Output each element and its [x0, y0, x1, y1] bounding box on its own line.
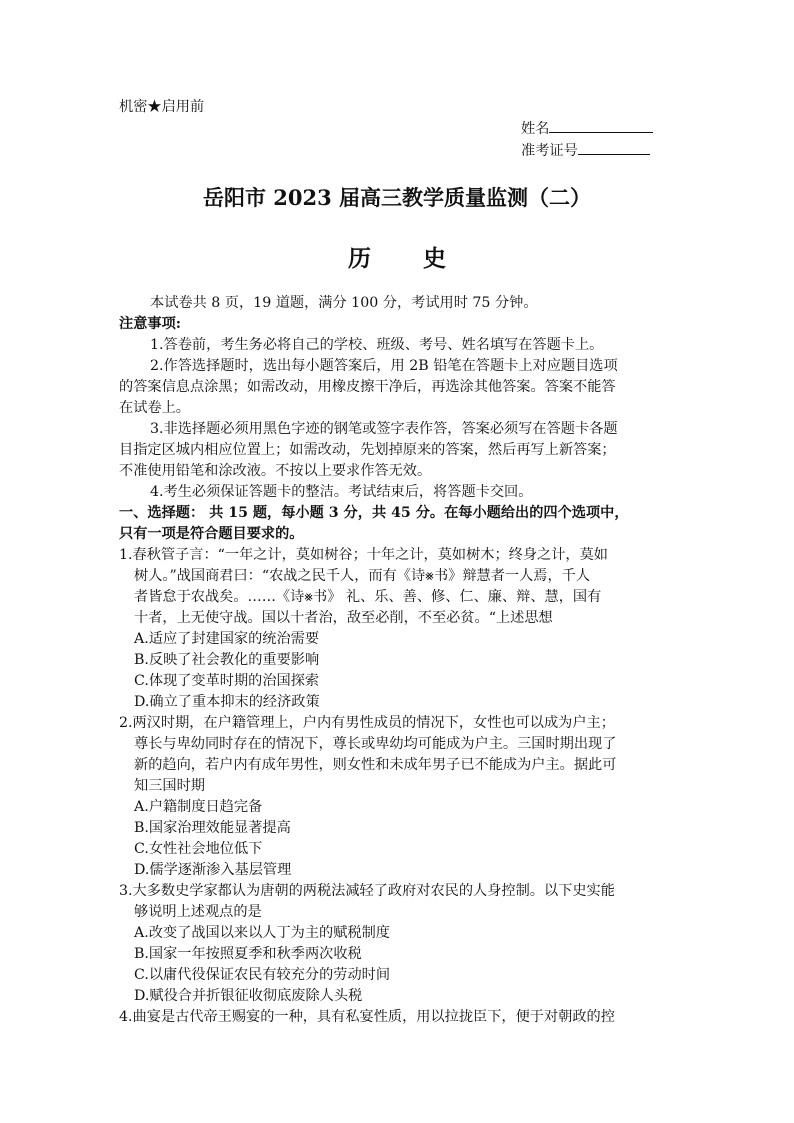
exam-number-label: 准考证号: [521, 143, 578, 159]
question-1-option-b: B.反映了社会教化的重要影响: [134, 652, 320, 668]
name-label: 姓名: [521, 121, 550, 137]
question-2-option-d: D.儒学逐渐渗入基层管理: [134, 862, 292, 878]
note-3: 3.非选择题必须用黑色字迹的钢笔或签字表作答，答案必须写在答题卡各题: [150, 421, 618, 437]
confidential-label: 机密★启用前: [119, 99, 205, 115]
note-2-cont: 在试卷上。: [119, 400, 190, 416]
question-1-option-a: A.适应了封建国家的统治需要: [134, 631, 320, 647]
question-2-stem: 2.两汉时期，在户籍管理上，户内有男性成员的情况下，女性也可以成为户主；: [119, 715, 615, 731]
question-1-option-d: D.确立了重本抑末的经济政策: [134, 694, 320, 710]
exam-number-blank: [578, 140, 650, 155]
question-3-stem: 3.大多数史学家都认为唐朝的两税法减轻了政府对农民的人身控制。以下史实能: [119, 883, 615, 899]
exam-number-field: [521, 140, 650, 160]
question-4-stem: 4.曲宴是古代帝王赐宴的一种，具有私宴性质，用以拉拢臣下，便于对朝政的控: [119, 1009, 615, 1025]
section-heading: 一、选择题： 共 15 题，每小题 3 分，共 45 分。在每小题给出的四个选项中，: [119, 505, 629, 521]
question-2-stem: 新的趋向，若户内有成年男性，则女性和未成年男子已不能成为户主。据此可: [134, 757, 617, 773]
question-1-option-c: C.体现了变革时期的治国探索: [134, 673, 320, 689]
question-1-stem: 树人。”战国商君曰：“农战之民千人，而有《诗⨳书》辩慧者一人焉，千人: [134, 568, 591, 584]
note-2: 2.作答选择题时，选出每小题答案后，用 2B 铅笔在答题卡上对应题目选项: [150, 358, 618, 374]
question-2-stem: 知三国时期: [134, 778, 205, 794]
subject-title: 历 史: [347, 245, 468, 272]
name-field: [521, 118, 653, 138]
name-blank: [549, 118, 653, 133]
question-1-stem: 者皆怠于农战矣。……《诗⨳书》 礼、乐、善、修、仁、廉、辩、慧，国有: [134, 589, 602, 605]
note-2-cont: 的答案信息点涂黑；如需改动，用橡皮擦干净后，再选涂其他答案。答案不能答: [119, 379, 616, 395]
section-heading-cont: 只有一项是符合题目要求的。: [119, 526, 304, 542]
document-title: 岳阳市 2023 届高三教学质量监测（二）: [202, 185, 592, 210]
question-3-option-a: A.改变了战国以来以人丁为主的赋税制度: [134, 925, 390, 941]
question-1-stem: 十者，上无使守战。国以十者治，敌至必削，不至必贫。“上述思想: [134, 610, 553, 626]
question-3-option-c: C.以庸代役保证农民有较充分的劳动时间: [134, 967, 391, 983]
notes-heading: 注意事项:: [119, 316, 181, 332]
note-1: 1.答卷前，考生务必将自己的学校、班级、考号、姓名填写在答题卡上。: [150, 337, 604, 353]
question-3-option-b: B.国家一年按照夏季和秋季两次收税: [134, 946, 362, 962]
question-2-option-c: C.女性社会地位低下: [134, 841, 263, 857]
question-3-stem: 够说明上述观点的是: [134, 904, 262, 920]
note-3-cont: 目指定区城内相应位置上；如需改动，先划掉原来的答案，然后再写上新答案；: [119, 442, 616, 458]
note-3-cont: 不准使用铅笔和涂改液。不按以上要求作答无效。: [119, 463, 432, 479]
question-2-stem: 尊长与卑幼同时存在的情况下，尊长或卑幼均可能成为户主。三国时期出现了: [134, 736, 617, 752]
exam-intro: 本试卷共 8 页，19 道题，满分 100 分，考试用时 75 分钟。: [150, 295, 538, 311]
note-4: 4.考生必须保证答题卡的整洁。考试结束后，将答题卡交回。: [150, 484, 533, 500]
question-1-stem: 1.春秋管子言：“一年之计，莫如树谷；十年之计，莫如树木；终身之计，莫如: [119, 547, 608, 563]
question-2-option-b: B.国家治理效能显著提高: [134, 820, 291, 836]
question-3-option-d: D.赋役合并折银征收彻底废除人头税: [134, 988, 363, 1004]
question-2-option-a: A.户籍制度日趋完备: [134, 799, 263, 815]
